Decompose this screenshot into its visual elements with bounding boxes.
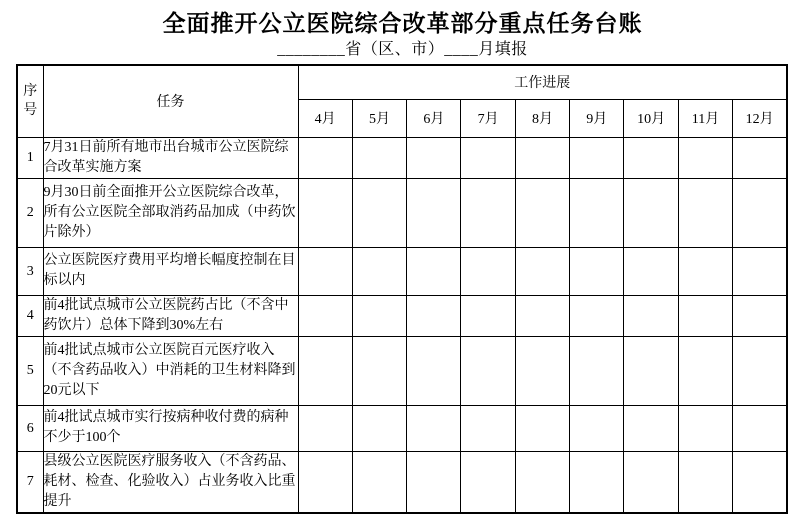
progress-cell-r2-m12: [733, 178, 787, 247]
progress-cell-r5-m12: [733, 336, 787, 405]
progress-cell-r1-m5: [352, 137, 406, 178]
progress-cell-r7-m9: [570, 451, 624, 513]
task-number: 3: [17, 247, 43, 295]
progress-cell-r1-m7: [461, 137, 515, 178]
progress-cell-r2-m6: [407, 178, 461, 247]
task-number: 2: [17, 178, 43, 247]
progress-cell-r6-m6: [407, 405, 461, 451]
progress-cell-r4-m6: [407, 295, 461, 336]
document-title: 全面推开公立医院综合改革部分重点任务台账: [162, 11, 643, 36]
progress-cell-r5-m11: [678, 336, 732, 405]
progress-cell-r2-m11: [678, 178, 732, 247]
table-row: [17, 451, 787, 513]
task-description: 9月30日前全面推开公立医院综合改革，所有公立医院全部取消药品加成（中药饮片除外）: [43, 178, 298, 247]
progress-cell-r1-m10: [624, 137, 678, 178]
table-row: [17, 405, 787, 451]
task-description: 前4批试点城市实行按病种收付费的病种不少于100个: [43, 405, 298, 451]
progress-cell-r3-m5: [352, 247, 406, 295]
task-description: 前4批试点城市公立医院百元医疗收入（不含药品收入）中消耗的卫生材料降到20元以下: [43, 336, 298, 405]
task-ledger-table: [16, 64, 788, 514]
progress-cell-r4-m12: [733, 295, 787, 336]
progress-cell-r2-m9: [570, 178, 624, 247]
progress-cell-r1-m8: [515, 137, 569, 178]
header-index: 序号: [17, 65, 43, 137]
task-description: 公立医院医疗费用平均增长幅度控制在目标以内: [43, 247, 298, 295]
progress-cell-r2-m5: [352, 178, 406, 247]
progress-cell-r7-m11: [678, 451, 732, 513]
progress-cell-r2-m7: [461, 178, 515, 247]
progress-cell-r2-m4: [298, 178, 352, 247]
progress-cell-r3-m11: [678, 247, 732, 295]
progress-cell-r3-m9: [570, 247, 624, 295]
progress-cell-r1-m9: [570, 137, 624, 178]
progress-cell-r7-m10: [624, 451, 678, 513]
progress-cell-r6-m4: [298, 405, 352, 451]
table-row: [17, 336, 787, 405]
header-month-12: 12月: [733, 99, 787, 137]
progress-cell-r3-m8: [515, 247, 569, 295]
progress-cell-r3-m10: [624, 247, 678, 295]
progress-cell-r6-m9: [570, 405, 624, 451]
progress-cell-r7-m8: [515, 451, 569, 513]
header-month-6: 6月: [407, 99, 461, 137]
task-number: 1: [17, 137, 43, 178]
table-row: [17, 178, 787, 247]
task-number: 6: [17, 405, 43, 451]
progress-cell-r4-m5: [352, 295, 406, 336]
progress-cell-r1-m6: [407, 137, 461, 178]
progress-cell-r5-m9: [570, 336, 624, 405]
task-number: 7: [17, 451, 43, 513]
progress-cell-r6-m12: [733, 405, 787, 451]
progress-cell-r6-m5: [352, 405, 406, 451]
header-month-8: 8月: [515, 99, 569, 137]
progress-cell-r2-m10: [624, 178, 678, 247]
progress-cell-r4-m7: [461, 295, 515, 336]
progress-cell-r1-m4: [298, 137, 352, 178]
task-description: 7月31日前所有地市出台城市公立医院综合改革实施方案: [43, 137, 298, 178]
progress-cell-r6-m10: [624, 405, 678, 451]
progress-cell-r5-m6: [407, 336, 461, 405]
header-month-4: 4月: [298, 99, 352, 137]
progress-cell-r3-m12: [733, 247, 787, 295]
progress-cell-r4-m4: [298, 295, 352, 336]
progress-cell-r3-m6: [407, 247, 461, 295]
progress-cell-r7-m4: [298, 451, 352, 513]
progress-cell-r5-m8: [515, 336, 569, 405]
progress-cell-r5-m4: [298, 336, 352, 405]
task-number: 5: [17, 336, 43, 405]
progress-cell-r4-m10: [624, 295, 678, 336]
table-row: [17, 137, 787, 178]
document-subtitle: ________省（区、市）____月填报: [277, 41, 528, 58]
progress-cell-r1-m12: [733, 137, 787, 178]
progress-cell-r7-m6: [407, 451, 461, 513]
table-row: [17, 247, 787, 295]
progress-cell-r7-m12: [733, 451, 787, 513]
header-progress: 工作进展: [298, 65, 787, 99]
progress-cell-r7-m5: [352, 451, 406, 513]
progress-cell-r4-m11: [678, 295, 732, 336]
progress-cell-r5-m10: [624, 336, 678, 405]
progress-cell-r4-m8: [515, 295, 569, 336]
progress-cell-r3-m7: [461, 247, 515, 295]
header-month-11: 11月: [678, 99, 732, 137]
progress-cell-r2-m8: [515, 178, 569, 247]
progress-cell-r7-m7: [461, 451, 515, 513]
table-row: [17, 295, 787, 336]
progress-cell-r1-m11: [678, 137, 732, 178]
task-number: 4: [17, 295, 43, 336]
progress-cell-r5-m7: [461, 336, 515, 405]
task-description: 前4批试点城市公立医院药占比（不含中药饮片）总体下降到30%左右: [43, 295, 298, 336]
header-month-9: 9月: [570, 99, 624, 137]
progress-cell-r6-m8: [515, 405, 569, 451]
task-description: 县级公立医院医疗服务收入（不含药品、耗材、检查、化验收入）占业务收入比重提升: [43, 451, 298, 513]
progress-cell-r4-m9: [570, 295, 624, 336]
header-task: 任务: [43, 65, 298, 137]
header-row-top: [17, 65, 787, 99]
progress-cell-r3-m4: [298, 247, 352, 295]
header-month-7: 7月: [461, 99, 515, 137]
progress-cell-r5-m5: [352, 336, 406, 405]
progress-cell-r6-m7: [461, 405, 515, 451]
header-month-10: 10月: [624, 99, 678, 137]
progress-cell-r6-m11: [678, 405, 732, 451]
header-month-5: 5月: [352, 99, 406, 137]
